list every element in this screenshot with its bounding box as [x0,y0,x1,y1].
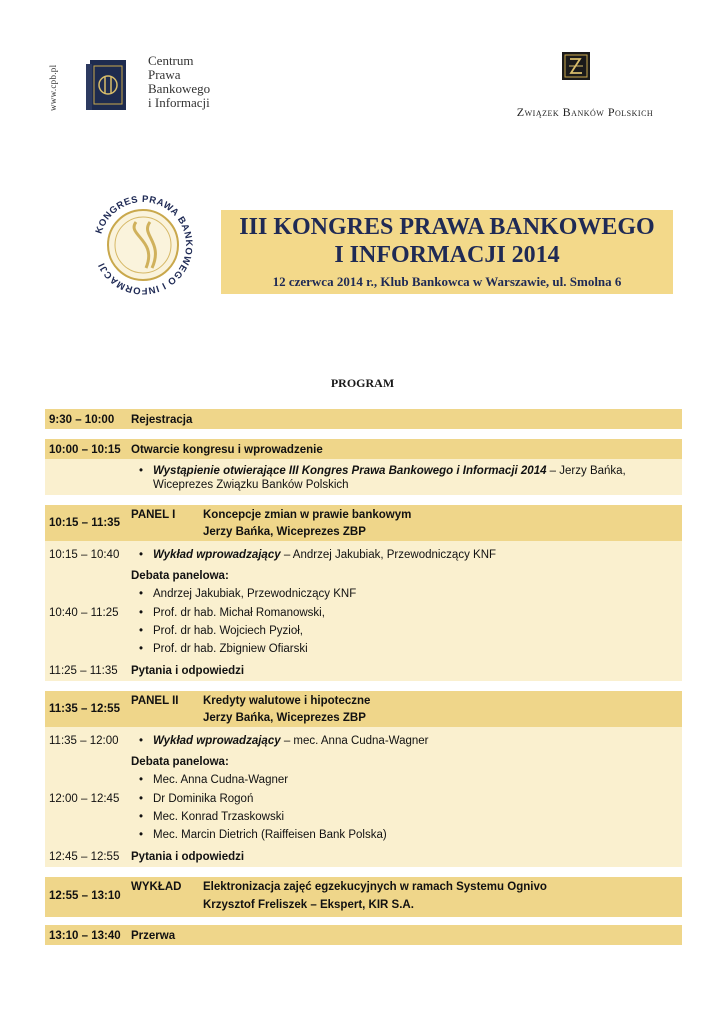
panel2-lecture-title: Wykład wprowadzający [153,735,281,747]
cpbi-name-line: Bankowego [148,81,211,96]
panel1-panelist: • Prof. dr hab. Michał Romanowski, [153,606,325,620]
panel2-lecture [153,734,429,748]
registration-time: 9:30 – 10:00 [49,414,115,426]
panel1-topic: Koncepcje zmian w prawie bankowym [203,509,412,521]
lecture-tag: WYKŁAD [131,881,182,893]
title-line-1: III KONGRES PRAWA BANKOWEGO [239,214,655,240]
panel1-lecture-speaker: – Andrzej Jakubiak, Przewodniczący KNF [280,549,497,561]
panel1-panelist: • Prof. dr hab. Wojciech Pyzioł, [153,624,303,638]
panel1-qa-label: Pytania i odpowiedzi [131,665,245,677]
panel1-debate-time: 10:40 – 11:25 [49,607,119,619]
website-url: www.cpb.pl [48,64,58,112]
congress-seal-icon [88,190,198,300]
panel2-tag: PANEL II [131,695,179,707]
panel2-lecture-speaker: – mec. Anna Cudna-Wagner [280,735,429,747]
opening-speech-line2: Wiceprezes Związku Banków Polskich [153,479,349,491]
panel2-lecture-time: 11:35 – 12:00 [49,735,119,747]
lecture-time: 12:55 – 13:10 [49,890,121,902]
opening-time: 10:00 – 10:15 [49,444,121,456]
panel2-time: 11:35 – 12:55 [49,703,120,715]
registration-label: Rejestracja [131,414,193,426]
zbp-name: Związek Banków Polskich [516,105,654,119]
opening-speech [153,464,626,478]
panel1-chair: Jerzy Bańka, Wiceprezes ZBP [203,526,366,538]
opening-label: Otwarcie kongresu i wprowadzenie [131,444,323,456]
panel2-topic: Kredyty walutowe i hipoteczne [203,695,371,707]
panel2-chair: Jerzy Bańka, Wiceprezes ZBP [203,712,366,724]
cpbi-name-line: i Informacji [148,95,210,110]
panel1-lecture-title: Wykład wprowadzający [153,549,281,561]
panel1-lecture-time: 10:15 – 10:40 [49,549,120,561]
break-time: 13:10 – 13:40 [49,930,121,942]
panel1-tag: PANEL I [131,509,176,521]
opening-speech-speaker: – Jerzy Bańka, [546,465,626,477]
panel2-qa-time: 12:45 – 12:55 [49,851,120,863]
panel2-panelist: • Mec. Konrad Trzaskowski [153,810,284,824]
program-heading: PROGRAM [330,376,395,390]
title-box [221,210,673,294]
break-label: Przerwa [131,930,176,942]
panel2-panelist: • Dr Dominika Rogoń [153,792,253,806]
cpbi-name-line: Prawa [148,67,181,82]
panel2-qa-label: Pytania i odpowiedzi [131,851,245,863]
cpbi-name-line: Centrum [148,53,194,68]
panel2-panelist: • Mec. Marcin Dietrich (Raiffeisen Bank Polska) [153,828,387,842]
panel2-debate-time: 12:00 – 12:45 [49,793,120,805]
opening-speech-title: Wystąpienie otwierające III Kongres Prawa Bankowego i Informacji 2014 [153,465,547,477]
panel1-panelist: • Prof. dr hab. Zbigniew Ofiarski [153,642,308,656]
panel2-debate-label: Debata panelowa: [131,756,229,768]
cpbi-name [148,54,258,110]
zbp-logo-icon [561,51,591,81]
seal-text: KONGRES PRAWA BANKOWEGO I INFORMACJI [93,193,195,297]
panel1-lecture [153,548,496,562]
cpbi-logo-icon [84,58,128,112]
panel2-panelist: • Mec. Anna Cudna-Wagner [153,773,288,787]
panel1-debate-label: Debata panelowa: [131,570,229,582]
lecture-topic: Elektronizacja zajęć egzekucyjnych w ramach Systemu Ognivo [203,881,547,893]
panel1-qa-time: 11:25 – 11:35 [49,665,118,677]
title-line-2: I INFORMACJI 2014 [334,242,560,268]
lecture-speaker: Krzysztof Freliszek – Ekspert, KIR S.A. [203,899,414,911]
panel1-time: 10:15 – 11:35 [49,517,120,529]
panel1-panelist: • Andrzej Jakubiak, Przewodniczący KNF [153,587,356,601]
title-subtitle: 12 czerwca 2014 r., Klub Bankowca w Warszawie, ul. Smolna 6 [272,274,622,289]
